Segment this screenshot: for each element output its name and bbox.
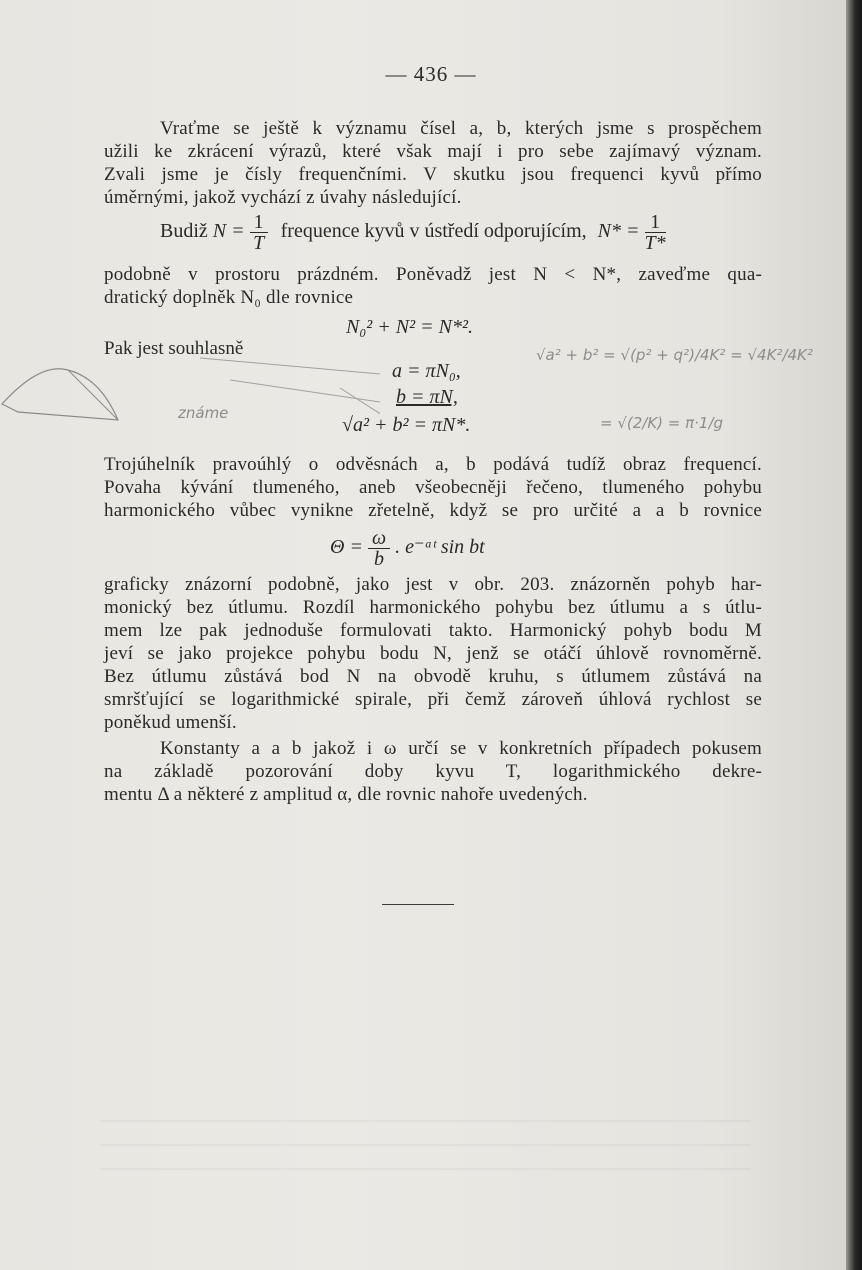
fraction-denominator: T* bbox=[644, 232, 666, 254]
pak-jest-label: Pak jest souhlasně bbox=[104, 338, 244, 359]
text-line: monický bez útlumu. Rozdíl harmonického pohybu bez útlumu a s útlu- bbox=[104, 597, 762, 618]
text-line: harmonického vůbec vynikne zřetelně, když se pro určité a a b rovnice bbox=[104, 500, 762, 521]
pencil-note-word: známe bbox=[178, 404, 229, 422]
n-equals: N = bbox=[212, 220, 245, 243]
text-line: dratický doplněk N₀ dle rovnice bbox=[104, 287, 354, 308]
page-edge-shadow bbox=[846, 0, 862, 1270]
text-line: užili ke zkrácení výrazů, které však mají i pro sebe zajímavý význam. bbox=[104, 141, 762, 162]
bleed-through-text bbox=[100, 1120, 750, 1180]
text-line: mentu Δ a některé z amplitud α, dle rovnic nahoře uvedených. bbox=[104, 784, 588, 805]
text-line: Vraťme se ještě k významu čísel a, b, kterých jsme s prospěchem bbox=[160, 118, 762, 139]
text-line: Konstanty a a b jakož i ω určí se v konkretních případech pokusem bbox=[160, 738, 762, 759]
text-line: jeví se jako projekce pohybu bodu N, jenž se otáčí úhlově rovnoměrně. bbox=[104, 643, 762, 664]
text-line: podobně v prostoru prázdném. Poněvadž jest N < N*, zaveďme qua- bbox=[104, 264, 762, 285]
theta-lhs: Θ = bbox=[330, 536, 363, 559]
fraction-numerator: ω bbox=[368, 528, 390, 549]
fraction-denominator: b bbox=[374, 548, 385, 570]
theta-rhs: . e⁻ᵃᵗ sin bt bbox=[395, 536, 485, 559]
text-line: Zvali jsme je čísly frequenčními. V skutku jsou frequenci kyvů přímo bbox=[104, 164, 762, 185]
equation-n0: N₀² + N² = N*². bbox=[346, 316, 473, 338]
equation-hypotenuse: √a² + b² = πN*. bbox=[342, 414, 471, 436]
pencil-triangle-sketch bbox=[0, 340, 380, 450]
fraction-numerator: 1 bbox=[250, 212, 268, 233]
text-line: úměrnými, jakož vychází z úvahy následující. bbox=[104, 187, 462, 208]
n-star-equals: N* = bbox=[597, 220, 640, 243]
pencil-note-formula-2: = √(2/K) = π·1/g bbox=[600, 414, 724, 432]
fraction-omega-over-b bbox=[368, 528, 390, 569]
definition-text: frequence kyvů v ústředí odporujícím, bbox=[280, 220, 587, 243]
text-line: Povaha kývání tlumeného, aneb všeobecněji řečeno, tlumeného pohybu bbox=[104, 477, 762, 498]
budiz-label: Budiž bbox=[160, 220, 208, 243]
text-line: graficky znázorní podobně, jako jest v obr. 203. znázorněn pohyb har- bbox=[104, 574, 762, 595]
fraction-numerator: 1 bbox=[645, 212, 666, 233]
text-line: na základě pozorování doby kyvu T, logarithmického dekre- bbox=[104, 761, 762, 782]
fraction-denominator: T bbox=[253, 232, 265, 254]
text-line: poněkud umenší. bbox=[104, 712, 237, 733]
text-line: Bez útlumu zůstává bod N na obvodě kruhu, s útlumem zůstává na bbox=[104, 666, 762, 687]
equation-b: b = πN, bbox=[396, 386, 458, 408]
pencil-note-formula-1: √a² + b² = √(p² + q²)/4K² = √4K²/4K² bbox=[536, 346, 813, 364]
end-rule bbox=[382, 904, 454, 905]
page-number: — 436 — bbox=[385, 62, 477, 86]
fraction-1-over-t bbox=[250, 212, 268, 253]
text-line: mem lze pak jednoduše formulovati takto. Harmonický pohyb bodu M bbox=[104, 620, 762, 641]
equation-a: a = πN₀, bbox=[392, 360, 461, 382]
text-line: smršťující se logarithmické spirale, při čemž zároveň úhlová rychlost se bbox=[104, 689, 762, 710]
fraction-1-over-t-star bbox=[645, 212, 666, 253]
text-line: Trojúhelník pravoúhlý o odvěsnách a, b podává tudíž obraz frequencí. bbox=[104, 454, 762, 475]
equation-theta bbox=[330, 528, 485, 569]
definition-line bbox=[160, 212, 666, 253]
